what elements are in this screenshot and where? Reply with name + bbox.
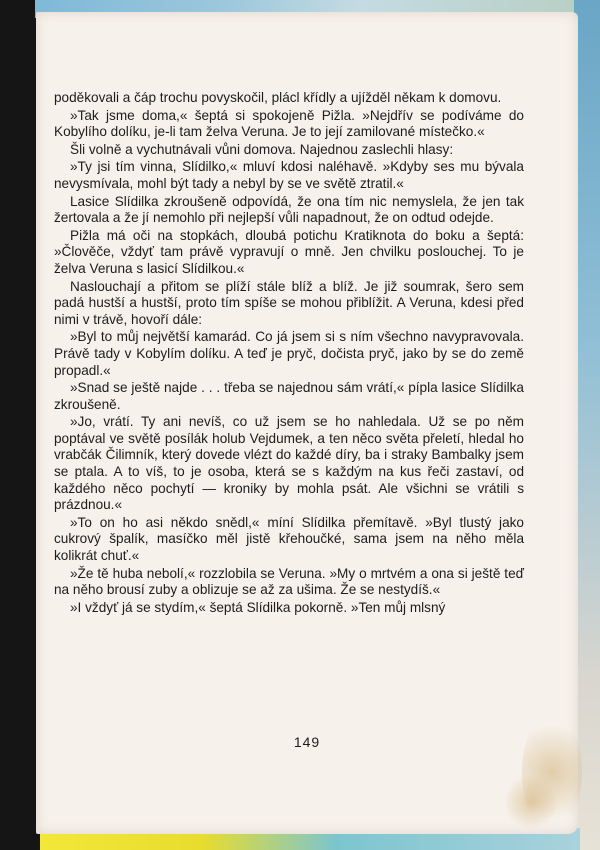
paragraph: »Snad se ještě najde . . . třeba se najednou sám vrátí,« pípla lasice Slídilka zkroušeně.: [54, 380, 524, 412]
paragraph: »Ty jsi tím vinna, Slídilko,« mluví kdosi naléhavě. »Kdyby ses mu bývala nevysmívala, mohl být tady a nebyl by se ve světě ztratil.«: [54, 159, 524, 191]
paragraph: Naslouchají a přitom se plíží stále blíž a blíž. Je již soumrak, šero sem padá hustší a hustší, proto tím spíše se mohou přiblížit. A Veruna, kdesi před nimi v trávě, hovoří dále:: [54, 278, 524, 327]
paragraph: Lasice Slídilka zkroušeně odpovídá, že ona tím nic nemyslela, že jen tak žertovala a že jí nemohlo při nejlepší vůli napadnout, že on odtud odejde.: [54, 193, 524, 226]
body-text: [54, 90, 524, 617]
paragraph: »Tak jsme doma,« šeptá si spokojeně Pižla. »Nejdřív se podíváme do Kobylího dolíku, je-li tam želva Veruna. Je to její zamilované místečko.«: [54, 107, 524, 140]
book-page: [36, 12, 578, 834]
paragraph: »Že tě huba nebolí,« rozzlobila se Veruna. »My o mrtvém a ona si ještě teď na něho brousí zuby a oblizuje se až za ušima. Že se nestydíš.«: [54, 565, 524, 598]
paragraph: Šli volně a vychutnávali vůni domova. Najednou zaslechli hlasy:: [70, 141, 454, 157]
paragraph: »To on ho asi někdo snědl,« míní Slídilka přemítavě. »Byl tlustý jako cukrový špalík, masíčko měl jistě křehoučké, sama jsem na něho měla kolikrát chuť.«: [54, 514, 524, 564]
page-number: 149: [293, 734, 321, 750]
paragraph: Pižla má oči na stopkách, dloubá potichu Kratiknota do boku a šeptá: »Člověče, vždyť tam právě vypravují o mně. Jen chvilku poslouchej. To je želva Veruna s lasicí Slídilkou.«: [54, 227, 524, 276]
paragraph: »I vždyť já se stydím,« šeptá Slídilka pokorně. »Ten můj mlsný: [70, 599, 446, 615]
paragraph: »Byl to můj největší kamarád. Co já jsem si s ním všechno navypravovala. Právě tady v Kobylím dolíku. A teď je pryč, dočista pryč, jako by se do země propadl.«: [54, 329, 524, 378]
page-stain: [506, 772, 556, 832]
paragraph: »Jo, vrátí. Ty ani nevíš, co už jsem se ho nahledala. Už se po něm poptával ve světě posílák holub Vejdumek, a ten něco světa přeletí, hledal ho vrabčák Čilimník, který dovede vlézt do každé díry, ba i straky Bambalky jsem se ptala. A to víš, to je osoba, která se s každým na kus řeči zastaví, od každého něco pochytí — kroniky by mohla psát. Ale všichni se vrátili s prázdnou.«: [54, 414, 524, 513]
paragraph: poděkovali a čáp trochu povyskočil, plácl křídly a ujížděl někam k domovu.: [54, 90, 502, 105]
